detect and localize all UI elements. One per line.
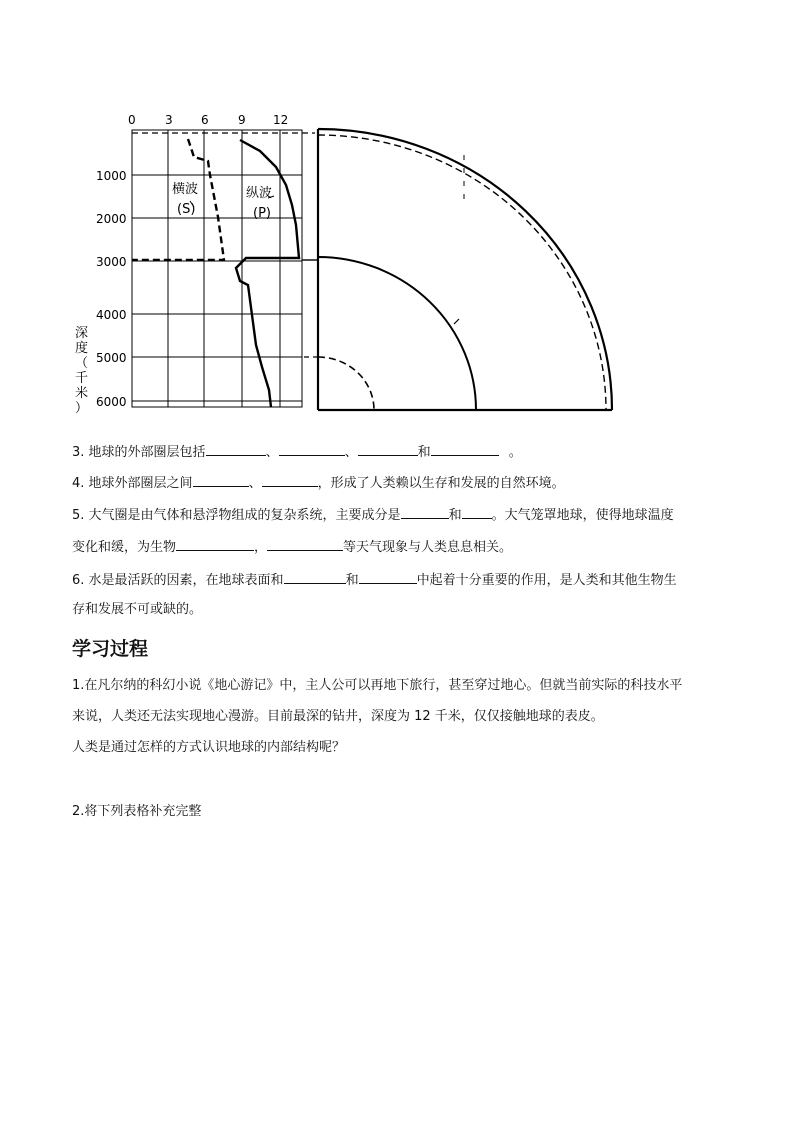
paragraph-1-question: 人类是通过怎样的方式认识地球的内部结构呢？: [72, 740, 346, 755]
q5-text-b: 。大气笼罩地球，使得地球温度: [491, 508, 674, 523]
q3-and: 和: [417, 445, 431, 460]
paragraph-2: 2.将下列表格补充完整: [72, 804, 202, 819]
q4-number: 4.: [72, 476, 85, 491]
depth-char-1: 深: [75, 326, 89, 341]
q4-text: 地球外部圈层之间: [88, 476, 193, 491]
depth-tick-3000: 3000: [96, 255, 127, 269]
depth-tick-4000: 4000: [96, 308, 127, 322]
q4-blank-2[interactable]: [262, 472, 318, 487]
q3-blank-2[interactable]: [279, 441, 345, 456]
q6-blank-1[interactable]: [284, 569, 346, 584]
earth-quadrant: [302, 129, 612, 410]
question-5-line-2: [72, 536, 512, 558]
question-6-line-2: 存和发展不可或缺的。: [72, 602, 203, 617]
q5-line2-a: 变化和缓，为生物: [72, 540, 177, 555]
top-tick-9: 9: [238, 113, 246, 127]
q5-and: 和: [448, 508, 462, 523]
q5-blank-3[interactable]: [176, 536, 254, 551]
q6-text-b: 中起着十分重要的作用，是人类和其他生物生: [416, 573, 677, 588]
depth-char-4: 千: [75, 371, 89, 386]
q5-number: 5.: [72, 508, 85, 523]
q5-blank-1[interactable]: [401, 504, 449, 519]
depth-tick-6000: 6000: [96, 395, 127, 409]
q6-and: 和: [345, 573, 359, 588]
q5-blank-2[interactable]: [462, 504, 492, 519]
top-tick-0: 0: [128, 113, 136, 127]
top-tick-3: 3: [165, 113, 173, 127]
paragraph-1-line-1: 1.在凡尔纳的科幻小说《地心游记》中，主人公可以再地下旅行，甚至穿过地心。但就当前实际的科技水平: [72, 678, 683, 693]
depth-tick-5000: 5000: [96, 351, 127, 365]
top-tick-12: 12: [273, 113, 289, 127]
q5-line2-b: 等天气现象与人类息息相关。: [343, 540, 513, 555]
s-wave-label: 横波: [172, 182, 199, 197]
s-wave-curve: [132, 139, 224, 260]
top-tick-6: 6: [201, 113, 209, 127]
left-tick-labels: [96, 169, 127, 409]
q3-number: 3.: [72, 445, 85, 460]
q5-text: 大气圈是由气体和悬浮物组成的复杂系统，主要成分是: [88, 508, 401, 523]
p-wave-sub: (P): [253, 206, 271, 221]
paragraph-1-line-2: 来说，人类还无法实现地心漫游。目前最深的钻井，深度为 12 千米，仅仅接触地球的表皮。: [72, 709, 604, 724]
section-title: 学习过程: [72, 638, 149, 660]
depth-char-5: 米: [75, 386, 89, 401]
top-tick-labels: [128, 113, 288, 127]
depth-char-3: （: [75, 356, 89, 371]
q3-sep-2: 、: [344, 445, 358, 460]
question-6: [72, 569, 677, 591]
q4-text-end: ，形成了人类赖以生存和发展的自然环境。: [317, 476, 565, 491]
depth-char-2: 度: [75, 341, 89, 356]
question-5: [72, 504, 674, 526]
chart-grid: [132, 130, 302, 407]
q3-text: 地球的外部圈层包括: [88, 445, 206, 460]
seismic-wave-figure: [70, 105, 630, 420]
s-wave-sub: (S): [177, 202, 196, 217]
depth-tick-2000: 2000: [96, 212, 127, 226]
q3-sep-1: 、: [265, 445, 279, 460]
depth-char-6: ）: [75, 401, 89, 416]
depth-axis-label: [75, 326, 88, 416]
q5-sep: ，: [254, 540, 268, 555]
q4-blank-1[interactable]: [193, 472, 249, 487]
q4-sep-1: 、: [248, 476, 262, 491]
q3-end: 。: [508, 445, 522, 460]
q3-blank-4[interactable]: [431, 441, 499, 456]
q6-blank-2[interactable]: [359, 569, 417, 584]
question-4: [72, 472, 565, 494]
q3-blank-3[interactable]: [358, 441, 418, 456]
depth-tick-1000: 1000: [96, 169, 127, 183]
q6-number: 6.: [72, 573, 85, 588]
p-wave-label: 纵波: [246, 186, 273, 201]
p-wave-curve: [236, 140, 299, 407]
q3-blank-1[interactable]: [206, 441, 266, 456]
question-3: [72, 441, 522, 463]
q5-blank-4[interactable]: [267, 536, 343, 551]
q6-text: 水是最活跃的因素，在地球表面和: [88, 573, 284, 588]
